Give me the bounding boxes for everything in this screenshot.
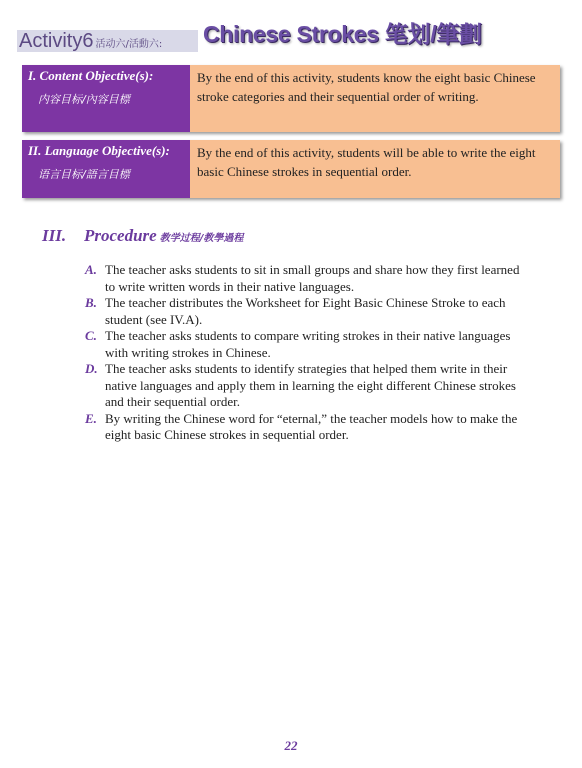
list-item-letter: B.	[85, 295, 97, 310]
list-item-letter: A.	[85, 262, 97, 277]
language-objective-title: II. Language Objective(s):	[28, 143, 170, 158]
list-item-text: The teacher distributes the Worksheet for Eight Basic Chinese Stroke to each student (see IV.A).	[105, 295, 506, 327]
list-item	[85, 262, 525, 295]
activity-label: Activity6	[19, 30, 94, 52]
content-objective-text: By the end of this activity, students know the eight basic Chinese stroke categories and their sequential order of writing.	[190, 65, 560, 132]
list-item-text: The teacher asks students to sit in small groups and share how they first learned to write written words in their native languages.	[105, 262, 520, 294]
procedure-number: III.	[42, 226, 67, 245]
list-item-letter: D.	[85, 361, 98, 376]
procedure-list	[85, 262, 525, 444]
language-objective-label-box	[22, 140, 190, 198]
list-item-text: The teacher asks students to compare writing strokes in their native languages with writing strokes in Chinese.	[105, 328, 511, 360]
list-item	[85, 295, 525, 328]
language-objective-cn: 语言目标/語言目標	[38, 168, 130, 181]
procedure-heading	[42, 226, 243, 246]
page-title: Chinese Strokes 笔划/筆劃	[203, 21, 482, 47]
procedure-title: Procedure	[84, 226, 157, 245]
language-objective-row	[22, 140, 560, 198]
list-item	[85, 328, 525, 361]
list-item	[85, 411, 525, 444]
content-objective-row	[22, 65, 560, 132]
list-item-text: By writing the Chinese word for “eternal,” the teacher models how to make the eight basic Chinese strokes in sequential order.	[105, 410, 518, 442]
list-item	[85, 361, 525, 411]
list-item-text: The teacher asks students to identify strategies that helped them write in their native languages and apply them in learning the eight different Chinese strokes and their sequential order.	[105, 361, 516, 409]
activity-cn-label: 活动六/活動六:	[95, 39, 163, 50]
activity-header	[17, 30, 198, 52]
procedure-cn: 教学过程/教學過程	[159, 233, 244, 244]
list-item-letter: C.	[85, 328, 97, 343]
language-objective-text: By the end of this activity, students will be able to write the eight basic Chinese strokes in sequential order.	[190, 140, 560, 198]
page-number: 22	[284, 738, 298, 753]
content-objective-title: I. Content Objective(s):	[28, 68, 154, 83]
content-objective-cn: 内容目标/內容目標	[38, 93, 130, 106]
list-item-letter: E.	[85, 410, 97, 426]
content-objective-label-box	[22, 65, 190, 132]
